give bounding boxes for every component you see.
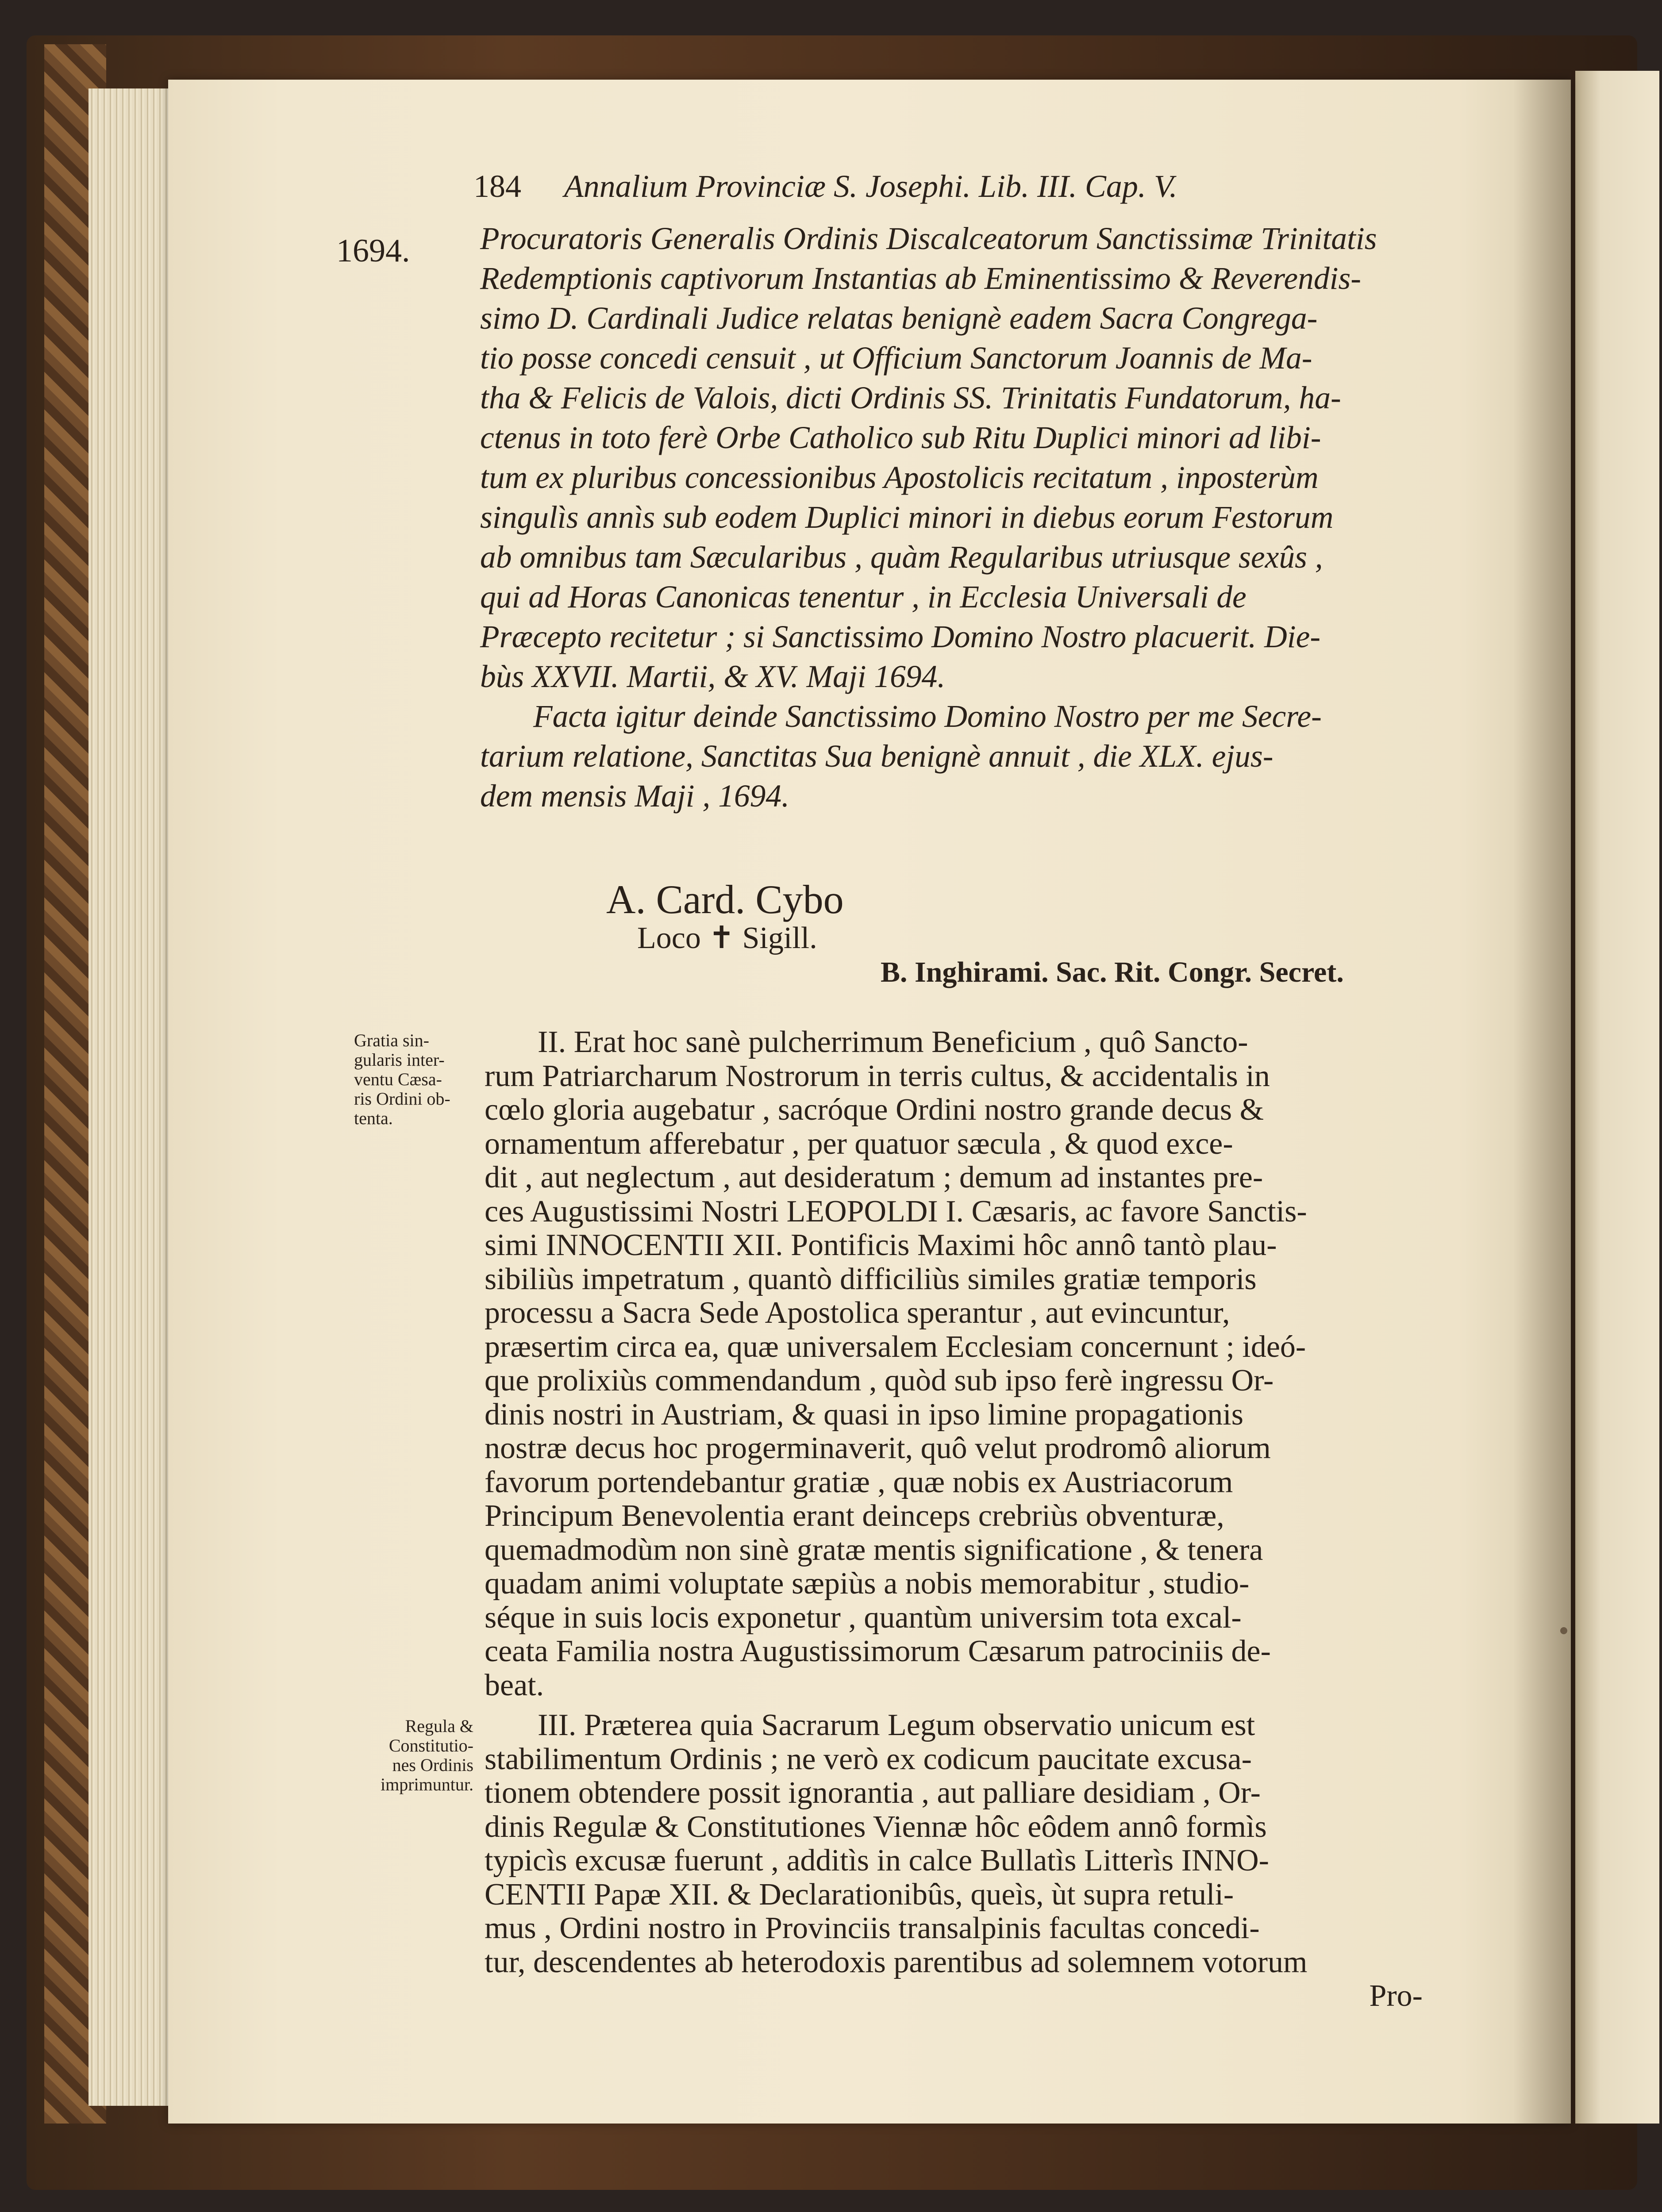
text-line: quemadmodùm non sinè gratæ mentis significatione , & tenera bbox=[485, 1532, 1263, 1567]
text-line: nostræ decus hoc progerminaverit, quô velut prodromô aliorum bbox=[485, 1431, 1271, 1465]
text-line: tionem obtendere possit ignorantia , aut palliare desidiam , Or- bbox=[485, 1776, 1261, 1810]
text-line: tur, descendentes ab heterodoxis parentibus ad solemnem votorum bbox=[485, 1945, 1308, 1979]
text-line: que prolixiùs commendandum , quòd sub ipso ferè ingressu Or- bbox=[485, 1363, 1274, 1398]
running-header bbox=[473, 168, 1381, 205]
seal-place: Loco ✝ Sigill. bbox=[637, 921, 817, 955]
text-line: Procuratoris Generalis Ordinis Discalceatorum Sanctissimæ Trinitatis bbox=[480, 221, 1377, 256]
body-text bbox=[485, 1025, 1431, 2013]
text-line: simo D. Cardinali Judice relatas benignè eadem Sacra Congrega- bbox=[480, 301, 1318, 336]
text-line: tha & Felicis de Valois, dicti Ordinis SS. Trinitatis Fundatorum, ha- bbox=[480, 380, 1341, 415]
text-line: Principum Benevolentia erant deinceps crebriùs obventuræ, bbox=[485, 1499, 1224, 1533]
text-line: ceata Familia nostra Augustissimorum Cæsarum patrociniis de- bbox=[485, 1634, 1271, 1668]
text-line: Redemptionis captivorum Instantias ab Eminentissimo & Reverendis- bbox=[480, 261, 1362, 296]
text-line: tarium relatione, Sanctitas Sua benignè annuit , die XLX. ejus- bbox=[480, 739, 1273, 774]
margin-note-line: imprimuntur. bbox=[381, 1774, 473, 1794]
facing-page-edge bbox=[1575, 71, 1659, 2124]
text-line: qui ad Horas Canonicas tenentur , in Ecclesia Universali de bbox=[480, 580, 1246, 614]
margin-note-line: tenta. bbox=[354, 1108, 393, 1128]
text-line: dem mensis Maji , 1694. bbox=[480, 779, 790, 814]
text-line: favorum portendebantur gratiæ , quæ nobis ex Austriacorum bbox=[485, 1465, 1233, 1499]
running-title: Annalium Provinciæ S. Josephi. Lib. III. Cap. V. bbox=[564, 169, 1177, 204]
text-line: tum ex pluribus concessionibus Apostolicis recitatum , inposterùm bbox=[480, 460, 1319, 495]
decree-text bbox=[480, 219, 1440, 816]
secretary-name: B. Inghirami. Sac. Rit. Congr. Secret. bbox=[881, 956, 1344, 988]
text-line: stabilimentum Ordinis ; ne verò ex codicum paucitate excusa- bbox=[485, 1742, 1252, 1776]
text-line: typicìs excusæ fuerunt , additìs in calce Bullatìs Litterìs INNO- bbox=[485, 1843, 1269, 1878]
text-line: ctenus in toto ferè Orbe Catholico sub Ritu Duplici minori ad libi- bbox=[480, 420, 1321, 455]
margin-note-line: gularis inter- bbox=[354, 1050, 445, 1070]
margin-note-line: nes Ordinis bbox=[392, 1755, 473, 1775]
signatory-name: A. Card. Cybo bbox=[606, 877, 844, 922]
margin-note-line: ris Ordini ob- bbox=[354, 1089, 450, 1109]
text-line: II. Erat hoc sanè pulcherrimum Beneficium , quô Sancto- bbox=[538, 1025, 1248, 1059]
text-line: CENTII Papæ XII. & Declarationibûs, queìs, ùt supra retuli- bbox=[485, 1877, 1234, 1912]
margin-note-gratia bbox=[354, 1031, 478, 1128]
text-line: quadam animi voluptate sæpiùs a nobis memorabitur , studio- bbox=[485, 1567, 1250, 1601]
catchword: Pro- bbox=[1369, 1979, 1423, 2013]
text-line: ornamentum afferebatur , per quatuor sæcula , & quod exce- bbox=[485, 1126, 1233, 1161]
text-line: sibiliùs impetratum , quantò difficiliùs similes gratiæ temporis bbox=[485, 1262, 1257, 1296]
page-spot bbox=[1560, 1627, 1567, 1634]
margin-note-regula bbox=[350, 1717, 473, 1794]
margin-note-line: Regula & bbox=[405, 1716, 473, 1736]
text-line: beat. bbox=[485, 1668, 544, 1702]
page-number: 184 bbox=[473, 169, 521, 204]
margin-note-line: ventu Cæsa- bbox=[354, 1069, 442, 1089]
text-line: ces Augustissimi Nostri LEOPOLDI I. Cæsaris, ac favore Sanctis- bbox=[485, 1194, 1307, 1229]
gutter-shadow bbox=[1513, 80, 1571, 2124]
text-line: séque in suis locis exponetur , quantùm universim tota excal- bbox=[485, 1600, 1242, 1635]
page-edges bbox=[88, 88, 177, 2106]
text-line: cœlo gloria augebatur , sacróque Ordini nostro grande decus & bbox=[485, 1093, 1264, 1127]
margin-note-line: Constitutio- bbox=[389, 1736, 473, 1755]
text-line: rum Patriarcharum Nostrorum in terris cultus, & accidentalis in bbox=[485, 1059, 1270, 1093]
year-margin: 1694. bbox=[336, 233, 410, 269]
text-line: dinis Regulæ & Constitutiones Viennæ hôc eôdem annô formìs bbox=[485, 1809, 1267, 1844]
text-line: Facta igitur deinde Sanctissimo Domino Nostro per me Secre- bbox=[533, 699, 1322, 734]
text-line: bùs XXVII. Martii, & XV. Maji 1694. bbox=[480, 659, 946, 694]
text-line: simi INNOCENTII XII. Pontificis Maximi hôc annô tantò plau- bbox=[485, 1228, 1277, 1262]
text-line: Præcepto recitetur ; si Sanctissimo Domino Nostro placuerit. Die- bbox=[480, 619, 1321, 654]
text-line: tio posse concedi censuit , ut Officium Sanctorum Joannis de Ma- bbox=[480, 341, 1312, 376]
text-line: dit , aut neglectum , aut desideratum ; demum ad instantes pre- bbox=[485, 1160, 1263, 1194]
text-line: mus , Ordini nostro in Provinciis transalpinis facultas concedi- bbox=[485, 1911, 1260, 1945]
text-line: dinis nostri in Austriam, & quasi in ipso limine propagationis bbox=[485, 1397, 1243, 1432]
text-line: III. Præterea quia Sacrarum Legum observatio unicum est bbox=[538, 1708, 1255, 1742]
text-line: ab omnibus tam Sæcularibus , quàm Regularibus utriusque sexûs , bbox=[480, 540, 1323, 575]
text-line: processu a Sacra Sede Apostolica sperantur , aut evincuntur, bbox=[485, 1296, 1230, 1330]
text-line: singulìs annìs sub eodem Duplici minori in diebus eorum Festorum bbox=[480, 500, 1334, 535]
margin-note-line: Gratia sin- bbox=[354, 1030, 429, 1050]
text-line: præsertim circa ea, quæ universalem Ecclesiam concernunt ; ideó- bbox=[485, 1329, 1306, 1364]
